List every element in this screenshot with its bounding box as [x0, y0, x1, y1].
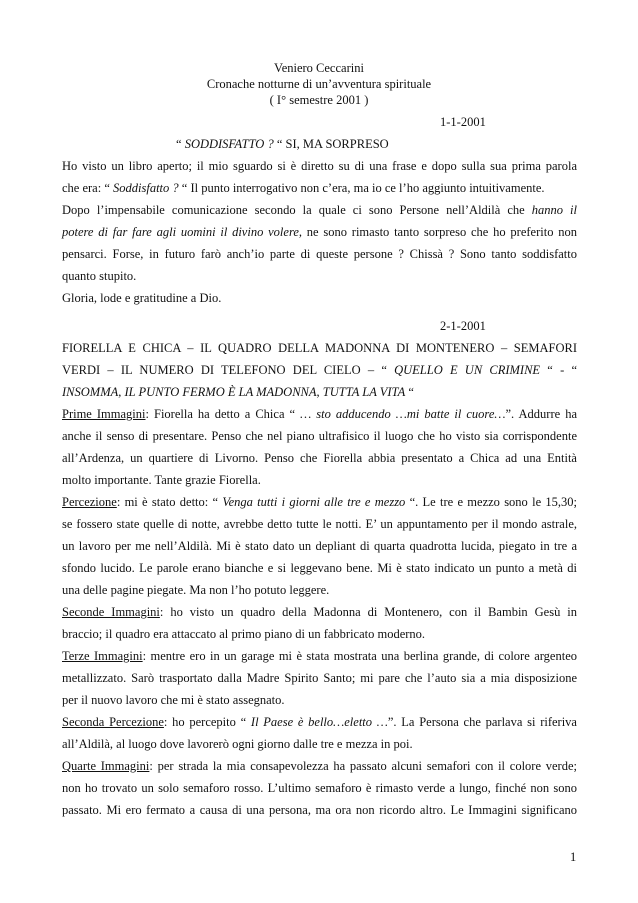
paragraph-line: all’Aldilà, al luogo dove lavorerò ogni giorno dalle tre e mezza in poi. — [62, 737, 413, 751]
paragraph-line: un lavoro per me nell’Aldilà. Mi è stato dato un depliant di quarta quadrotta lucida, piegato in tre a — [62, 539, 577, 553]
paragraph-line: se fossero state quelle di notte, avrebbe detto tutte le notti. E’ un appuntamento per il mondo astrale, — [62, 517, 577, 531]
paragraph-line: non ho trovato un solo semaforo rosso. L’ultimo semaforo è rimasto verde a lungo, finché non sono — [62, 781, 577, 795]
page-number: 1 — [570, 850, 577, 864]
paragraph-line: Gloria, lode e gratitudine a Dio. — [62, 291, 222, 305]
paragraph-line: sfondo lucido. Le parole erano bianche e si leggevano bene. Mi è stato indicato un punto a metà di — [62, 561, 577, 575]
paragraph-line: passato. Mi ero fermato a causa di una persona, ma ora non ricordo altro. Le Immagini significano — [62, 803, 577, 817]
paragraph-line: molto importante. Tante grazie Fiorella. — [62, 473, 261, 487]
entry-title: VERDI – IL NUMERO DI TELEFONO DEL CIELO – “ QUELLO E UN CRIMINE “ - “ — [62, 363, 577, 377]
paragraph-line: pensarci. Forse, in futuro farò anch’io parte di queste persone ? Chissà ? Sono tanto soddisfatto — [62, 247, 577, 261]
entry-heading: “ SODDISFATTO ? “ SI, MA SORPRESO — [176, 137, 389, 151]
paragraph-line: Seconda Percezione: ho percepito “ Il Paese è bello…eletto …”. La Persona che parlava si riferiva — [62, 715, 577, 729]
section-label: Terze Immagini — [62, 649, 143, 663]
paragraph-line: anche il senso di presentare. Penso che nel piano ultrafisico il luogo che ho visto sia corrispondente — [62, 429, 577, 443]
paragraph-line: Prime Immagini: Fiorella ha detto a Chica “ … sto adducendo …mi batte il cuore…”. Addurre ha — [62, 407, 577, 421]
paragraph-line: Terze Immagini: mentre ero in un garage mi è stata mostrata una berlina grande, di colore argenteo — [62, 649, 578, 663]
paragraph-line: all’Ardenza, un quartiere di Livorno. Penso che Fiorella abbia presentato a Chica ad una Entità — [62, 451, 577, 465]
paragraph-line: braccio; il quadro era attaccato al primo piano di un fabbricato moderno. — [62, 627, 426, 641]
section-label: Quarte Immagini — [62, 759, 150, 773]
paragraph-line: metallizzato. Sarò trasportato dalla Madre Spirito Santo; mi pare che l’auto sia a mia disposizione — [62, 671, 577, 685]
entry-date: 2-1-2001 — [440, 319, 486, 333]
paragraph-line: Seconde Immagini: ho visto un quadro della Madonna di Montenero, con il Bambin Gesù in — [62, 605, 577, 619]
paragraph-line: che era: “ Soddisfatto ? “ Il punto interrogativo non c’era, ma io ce l’ho aggiunto intuitivamente. — [62, 181, 545, 195]
paragraph-line: Percezione: mi è stato detto: “ Venga tutti i giorni alle tre e mezzo “. Le tre e mezzo sono le 15,30; — [62, 495, 577, 509]
entry-date: 1-1-2001 — [440, 115, 486, 129]
paragraph-line: Quarte Immagini: per strada la mia consapevolezza ha passato alcuni semafori con il colore verde; — [62, 759, 577, 773]
section-label: Percezione — [62, 495, 117, 509]
paragraph-line: Dopo l’impensabile comunicazione secondo la quale ci sono Persone nell’Aldilà che hanno il — [62, 203, 577, 217]
section-label: Prime Immagini — [62, 407, 146, 421]
entry-title: FIORELLA E CHICA – IL QUADRO DELLA MADONNA DI MONTENERO – SEMAFORI — [62, 341, 577, 355]
paragraph-line: una delle pagine piegate. Ma non l’ho potuto leggere. — [62, 583, 330, 597]
author-name: Veniero Ceccarini — [274, 61, 364, 75]
entry-title: INSOMMA, IL PUNTO FERMO È LA MADONNA, TUTTA LA VITA “ — [62, 385, 414, 399]
paragraph-line: per il nuovo lavoro che mi è stato assegnato. — [62, 693, 285, 707]
section-label: Seconde Immagini — [62, 605, 160, 619]
document-title: Cronache notturne di un’avventura spirituale — [206, 77, 432, 91]
document-period: ( I° semestre 2001 ) — [269, 93, 369, 107]
paragraph-line: potere di far fare agli uomini il divino volere, ne sono rimasto tanto sorpreso che ho preferito non — [62, 225, 577, 239]
paragraph-line: quanto stupito. — [62, 269, 137, 283]
paragraph-line: Ho visto un libro aperto; il mio sguardo si è diretto su di una frase e dopo sulla sua prima parola — [62, 159, 577, 173]
section-label: Seconda Percezione — [62, 715, 164, 729]
